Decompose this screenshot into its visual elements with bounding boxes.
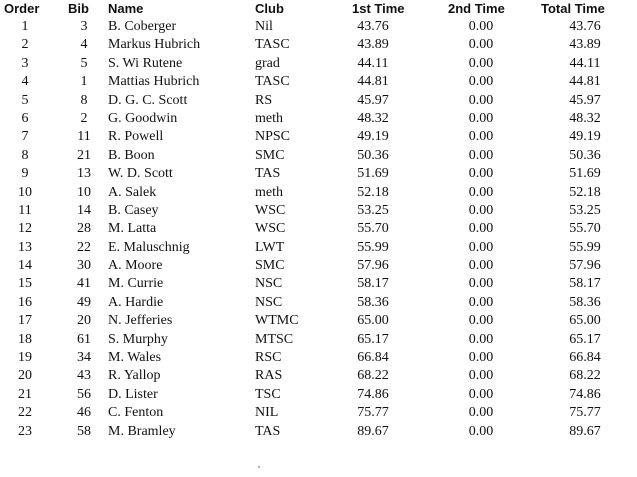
cell-name: G. Goodwin [108, 110, 178, 126]
cell-first-time: 75.77 [357, 405, 389, 421]
header-row [0, 0, 637, 18]
cell-first-time: 65.00 [357, 313, 389, 329]
cell-name: Markus Hubrich [108, 37, 201, 53]
cell-name: S. Wi Rutene [108, 55, 183, 71]
cell-total-time: 43.76 [569, 19, 601, 34]
cell-name: M. Latta [108, 221, 157, 237]
cell-bib: 56 [77, 386, 91, 402]
cell-first-time: 43.76 [357, 19, 389, 34]
cell-club: TSC [255, 386, 281, 402]
header-club: Club [255, 1, 284, 16]
cell-bib: 11 [77, 129, 91, 145]
cell-second-time: 0.00 [468, 221, 494, 237]
table-row [0, 275, 637, 293]
cell-first-time: 48.32 [357, 110, 389, 126]
cell-first-time: 53.25 [357, 202, 389, 218]
cell-club: MTSC [255, 331, 294, 347]
cell-total-time: 55.70 [569, 221, 601, 237]
cell-second-time: 0.00 [468, 55, 494, 71]
cell-second-time: 0.00 [468, 202, 494, 218]
table-row [0, 312, 637, 330]
cell-bib: 30 [77, 258, 91, 274]
cell-bib: 58 [77, 423, 91, 439]
cell-first-time: 55.99 [357, 239, 389, 255]
cell-bib: 3 [80, 19, 88, 34]
cell-bib: 61 [77, 331, 91, 347]
scan-speck [258, 466, 260, 468]
cell-total-time: 66.84 [569, 350, 601, 366]
cell-bib: 34 [77, 350, 91, 366]
cell-total-time: 51.69 [569, 166, 601, 182]
cell-first-time: 44.11 [357, 55, 389, 71]
table-row [0, 404, 637, 422]
cell-name: M. Bramley [108, 423, 176, 439]
header-order: Order [4, 1, 40, 16]
header-second-time: 2nd Time [448, 1, 505, 16]
cell-club: RSC [255, 350, 282, 366]
cell-second-time: 0.00 [468, 147, 494, 163]
cell-bib: 22 [77, 239, 91, 255]
cell-club: Nil [255, 19, 273, 34]
cell-total-time: 57.96 [569, 258, 601, 274]
cell-second-time: 0.00 [468, 350, 494, 366]
cell-second-time: 0.00 [468, 92, 494, 108]
cell-second-time: 0.00 [468, 313, 494, 329]
header-total-time: Total Time [541, 1, 605, 16]
cell-total-time: 48.32 [569, 110, 601, 126]
cell-order: 1 [21, 19, 29, 34]
cell-bib: 41 [77, 276, 91, 292]
cell-total-time: 53.25 [569, 202, 601, 218]
cell-order: 15 [18, 276, 32, 292]
cell-name: B. Casey [108, 202, 159, 218]
cell-first-time: 68.22 [357, 368, 389, 384]
cell-order: 3 [21, 55, 29, 71]
cell-first-time: 89.67 [357, 423, 389, 439]
cell-club: RS [255, 92, 273, 108]
cell-club: TASC [255, 74, 290, 90]
table-row [0, 55, 637, 73]
cell-name: A. Hardie [108, 294, 164, 310]
table-row [0, 202, 637, 220]
cell-first-time: 51.69 [357, 166, 389, 182]
cell-order: 14 [18, 258, 32, 274]
cell-order: 5 [21, 92, 29, 108]
table-row [0, 239, 637, 257]
cell-first-time: 74.86 [357, 386, 389, 402]
header-name: Name [108, 1, 144, 16]
table-row [0, 36, 637, 54]
cell-club: TAS [255, 166, 281, 182]
cell-second-time: 0.00 [468, 405, 494, 421]
header-bib: Bib [68, 1, 89, 16]
cell-total-time: 43.89 [569, 37, 601, 53]
cell-order: 13 [18, 239, 32, 255]
cell-club: LWT [255, 239, 285, 255]
cell-order: 16 [18, 294, 32, 310]
cell-bib: 14 [77, 202, 91, 218]
table-row [0, 110, 637, 128]
cell-order: 7 [21, 129, 29, 145]
cell-bib: 10 [77, 184, 91, 200]
cell-bib: 46 [77, 405, 91, 421]
cell-second-time: 0.00 [468, 331, 494, 347]
cell-total-time: 74.86 [569, 386, 601, 402]
cell-second-time: 0.00 [468, 258, 494, 274]
table-row [0, 423, 637, 441]
cell-first-time: 58.17 [357, 276, 389, 292]
cell-total-time: 55.99 [569, 239, 601, 255]
cell-name: S. Murphy [108, 331, 168, 347]
cell-second-time: 0.00 [468, 129, 494, 145]
cell-second-time: 0.00 [468, 368, 494, 384]
cell-first-time: 65.17 [357, 331, 389, 347]
cell-name: R. Powell [108, 129, 164, 145]
cell-first-time: 50.36 [357, 147, 389, 163]
cell-club: NIL [255, 405, 279, 421]
cell-bib: 21 [77, 147, 91, 163]
table-row [0, 220, 637, 238]
cell-order: 22 [18, 405, 32, 421]
cell-club: SMC [255, 258, 285, 274]
table-row [0, 294, 637, 312]
cell-name: N. Jefferies [108, 313, 173, 329]
cell-first-time: 44.81 [357, 74, 389, 90]
cell-bib: 2 [80, 110, 88, 126]
cell-second-time: 0.00 [468, 386, 494, 402]
cell-second-time: 0.00 [468, 184, 494, 200]
cell-bib: 43 [77, 368, 91, 384]
cell-order: 2 [21, 37, 29, 53]
cell-total-time: 75.77 [569, 405, 601, 421]
cell-club: TAS [255, 423, 281, 439]
cell-order: 21 [18, 386, 32, 402]
cell-total-time: 44.81 [569, 74, 601, 90]
cell-club: meth [255, 110, 283, 126]
cell-club: TASC [255, 37, 290, 53]
cell-club: WSC [255, 221, 286, 237]
cell-second-time: 0.00 [468, 37, 494, 53]
cell-total-time: 89.67 [569, 423, 601, 439]
cell-bib: 20 [77, 313, 91, 329]
cell-second-time: 0.00 [468, 294, 494, 310]
cell-name: R. Yallop [108, 368, 161, 384]
cell-name: Mattias Hubrich [108, 74, 200, 90]
cell-total-time: 65.17 [569, 331, 601, 347]
cell-order: 10 [18, 184, 32, 200]
table-row [0, 165, 637, 183]
cell-first-time: 66.84 [357, 350, 389, 366]
table-row [0, 184, 637, 202]
cell-name: D. G. C. Scott [108, 92, 188, 108]
cell-name: D. Lister [108, 386, 158, 402]
cell-name: M. Wales [108, 350, 162, 366]
cell-bib: 13 [77, 166, 91, 182]
cell-second-time: 0.00 [468, 19, 494, 34]
cell-order: 8 [21, 147, 29, 163]
table-row [0, 92, 637, 110]
cell-order: 9 [21, 166, 29, 182]
cell-order: 17 [18, 313, 32, 329]
table-row [0, 257, 637, 275]
cell-club: NSC [255, 294, 283, 310]
cell-bib: 4 [80, 37, 88, 53]
cell-name: W. D. Scott [108, 166, 173, 182]
cell-total-time: 58.17 [569, 276, 601, 292]
cell-club: RAS [255, 368, 283, 384]
cell-order: 23 [18, 423, 32, 439]
cell-second-time: 0.00 [468, 110, 494, 126]
cell-first-time: 57.96 [357, 258, 389, 274]
cell-club: WTMC [255, 313, 299, 329]
cell-total-time: 44.11 [569, 55, 601, 71]
cell-order: 11 [18, 202, 32, 218]
cell-club: NPSC [255, 129, 291, 145]
cell-club: SMC [255, 147, 285, 163]
cell-name: C. Fenton [108, 405, 164, 421]
cell-second-time: 0.00 [468, 276, 494, 292]
cell-total-time: 68.22 [569, 368, 601, 384]
table-row [0, 386, 637, 404]
cell-total-time: 45.97 [569, 92, 601, 108]
table-row [0, 367, 637, 385]
cell-club: meth [255, 184, 283, 200]
cell-name: A. Salek [108, 184, 157, 200]
cell-bib: 8 [80, 92, 88, 108]
cell-first-time: 58.36 [357, 294, 389, 310]
table-row [0, 18, 637, 36]
cell-first-time: 43.89 [357, 37, 389, 53]
cell-name: B. Boon [108, 147, 155, 163]
table-body [0, 18, 637, 441]
cell-club: grad [255, 55, 280, 71]
cell-first-time: 45.97 [357, 92, 389, 108]
cell-total-time: 49.19 [569, 129, 601, 145]
cell-order: 6 [21, 110, 29, 126]
cell-order: 18 [18, 331, 32, 347]
table-row [0, 73, 637, 91]
cell-total-time: 52.18 [569, 184, 601, 200]
table-row [0, 349, 637, 367]
cell-name: M. Currie [108, 276, 164, 292]
table-row [0, 147, 637, 165]
cell-total-time: 65.00 [569, 313, 601, 329]
cell-bib: 28 [77, 221, 91, 237]
cell-first-time: 55.70 [357, 221, 389, 237]
cell-order: 19 [18, 350, 32, 366]
cell-second-time: 0.00 [468, 239, 494, 255]
cell-second-time: 0.00 [468, 74, 494, 90]
cell-first-time: 49.19 [357, 129, 389, 145]
header-first-time: 1st Time [352, 1, 405, 16]
cell-club: NSC [255, 276, 283, 292]
cell-name: B. Coberger [108, 19, 177, 34]
cell-bib: 1 [80, 74, 88, 90]
cell-second-time: 0.00 [468, 166, 494, 182]
cell-first-time: 52.18 [357, 184, 389, 200]
cell-name: E. Maluschnig [108, 239, 190, 255]
cell-total-time: 58.36 [569, 294, 601, 310]
table-row [0, 128, 637, 146]
cell-club: WSC [255, 202, 286, 218]
cell-order: 20 [18, 368, 32, 384]
cell-bib: 5 [80, 55, 88, 71]
cell-order: 12 [18, 221, 32, 237]
cell-name: A. Moore [108, 258, 163, 274]
cell-order: 4 [21, 74, 29, 90]
cell-total-time: 50.36 [569, 147, 601, 163]
cell-bib: 49 [77, 294, 91, 310]
cell-second-time: 0.00 [468, 423, 494, 439]
table-row [0, 331, 637, 349]
